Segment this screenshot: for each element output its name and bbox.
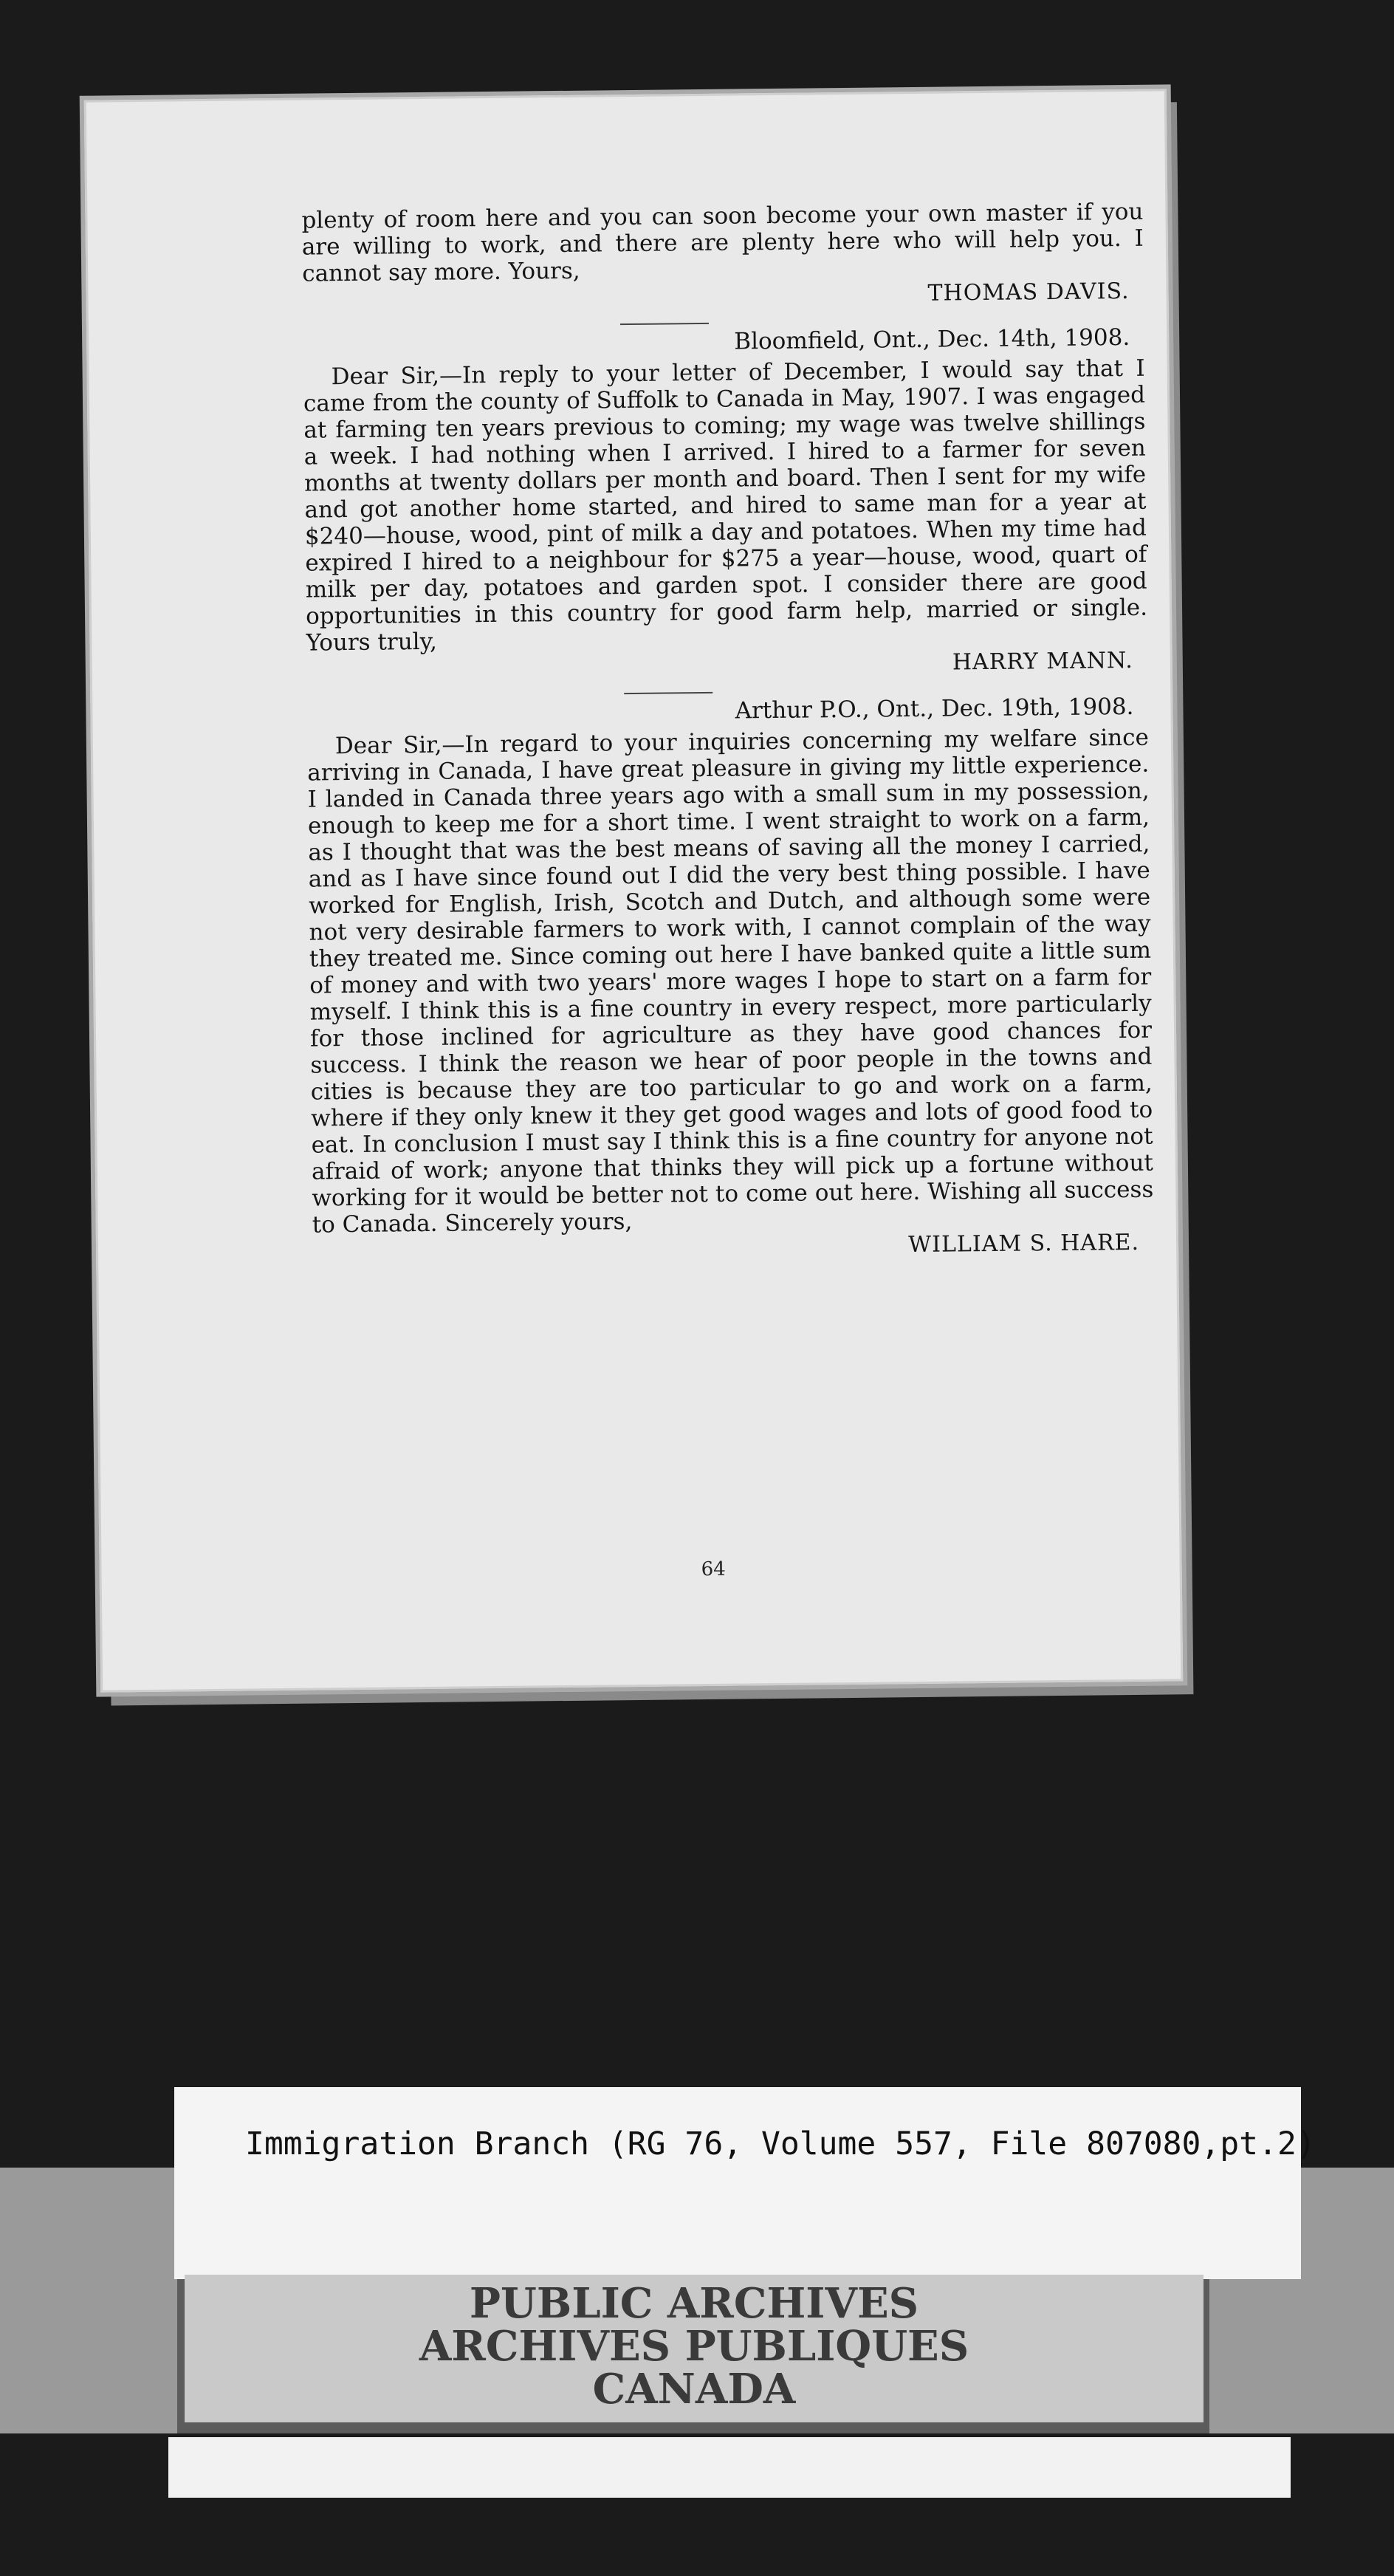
signature-william-hare: WILLIAM S. HARE. [908, 1229, 1140, 1258]
stamp-line-2: ARCHIVES PUBLIQUES [419, 2322, 969, 2371]
dateline-arthur: Arthur P.O., Ont., Dec. 19th, 1908. [735, 693, 1134, 724]
page-number: 64 [701, 1558, 726, 1581]
section-divider [620, 323, 709, 325]
blank-label-card [168, 2437, 1291, 2498]
archive-label-card [174, 2087, 1316, 2279]
archives-stamp [185, 2275, 1204, 2422]
archive-strip-left-edge [0, 2168, 177, 2433]
archive-reference-label: Immigration Branch (RG 76, Volume 557, File 807080,pt.2) [245, 2125, 1316, 2162]
stamp-line-3: CANADA [592, 2365, 796, 2414]
signature-harry-mann: HARRY MANN. [952, 647, 1133, 676]
archives-stamp-text [185, 2279, 1204, 2414]
page-text-column [301, 199, 1154, 1265]
document-page [84, 89, 1183, 1692]
letter-body-hare: Dear Sir,—In regard to your inquiries concerning my welfare since arriving in Canada, I have great pleasure in giving my little experience. I landed in Canada three years ago with a small sum in my possession, enough to keep me for a short time. I went straight to work on a farm, as I thought that was the best means of saving all the money I carried, and as I have since found out I did the very best thing possible. I have worked for English, Irish, Scotch and Dutch, and although some were not very desirable farmers to work with, I cannot complain of the way they treated me. Since coming out here I have banked quite a little sum of money and with two years' more wages I hope to start on a farm for myself. I think this is a fine country in every respect, more particularly for those inclined for agriculture as they have good chances for success. I think the reason we hear of poor people in the towns and cities is because they are too particular to go and work on a farm, where if they only knew it they get good wages and lots of good food to eat. In conclusion I must say I think this is a fine country for anyone not afraid of work; anyone that thinks they will pick up a fortune without working for it would be better not to come out here. Wishing all success to Canada. Sincerely yours, [307, 724, 1154, 1239]
letter-body-mann: Dear Sir,—In reply to your letter of December, I would say that I came from the county of Suffolk to Canada in May, 1907. I was engaged at farming ten years previous to coming; my wage was twelve shillings a week. I had nothing when I arrived. I hired to a farmer for seven months at twenty dollars per month and board. Then I sent for my wife and got another home started, and hired to same man for a year at $240—house, wood, pint of milk a day and potatoes. When my time had expired I hired to a neighbour for $275 a year—house, wood, quart of milk per day, potatoes and garden spot. I consider there are good opportunities in this country for good farm help, married or single. Yours truly, [303, 354, 1148, 657]
section-divider [624, 692, 713, 694]
signature-thomas-davis: THOMAS DAVIS. [927, 278, 1130, 306]
dateline-bloomfield: Bloomfield, Ont., Dec. 14th, 1908. [734, 323, 1130, 355]
letter-continuation-text: plenty of room here and you can soon become your own master if you are willing to work, and there are plenty here who will help you. I cannot say more. Yours, [301, 198, 1144, 287]
stamp-line-1: PUBLIC ARCHIVES [469, 2279, 919, 2328]
